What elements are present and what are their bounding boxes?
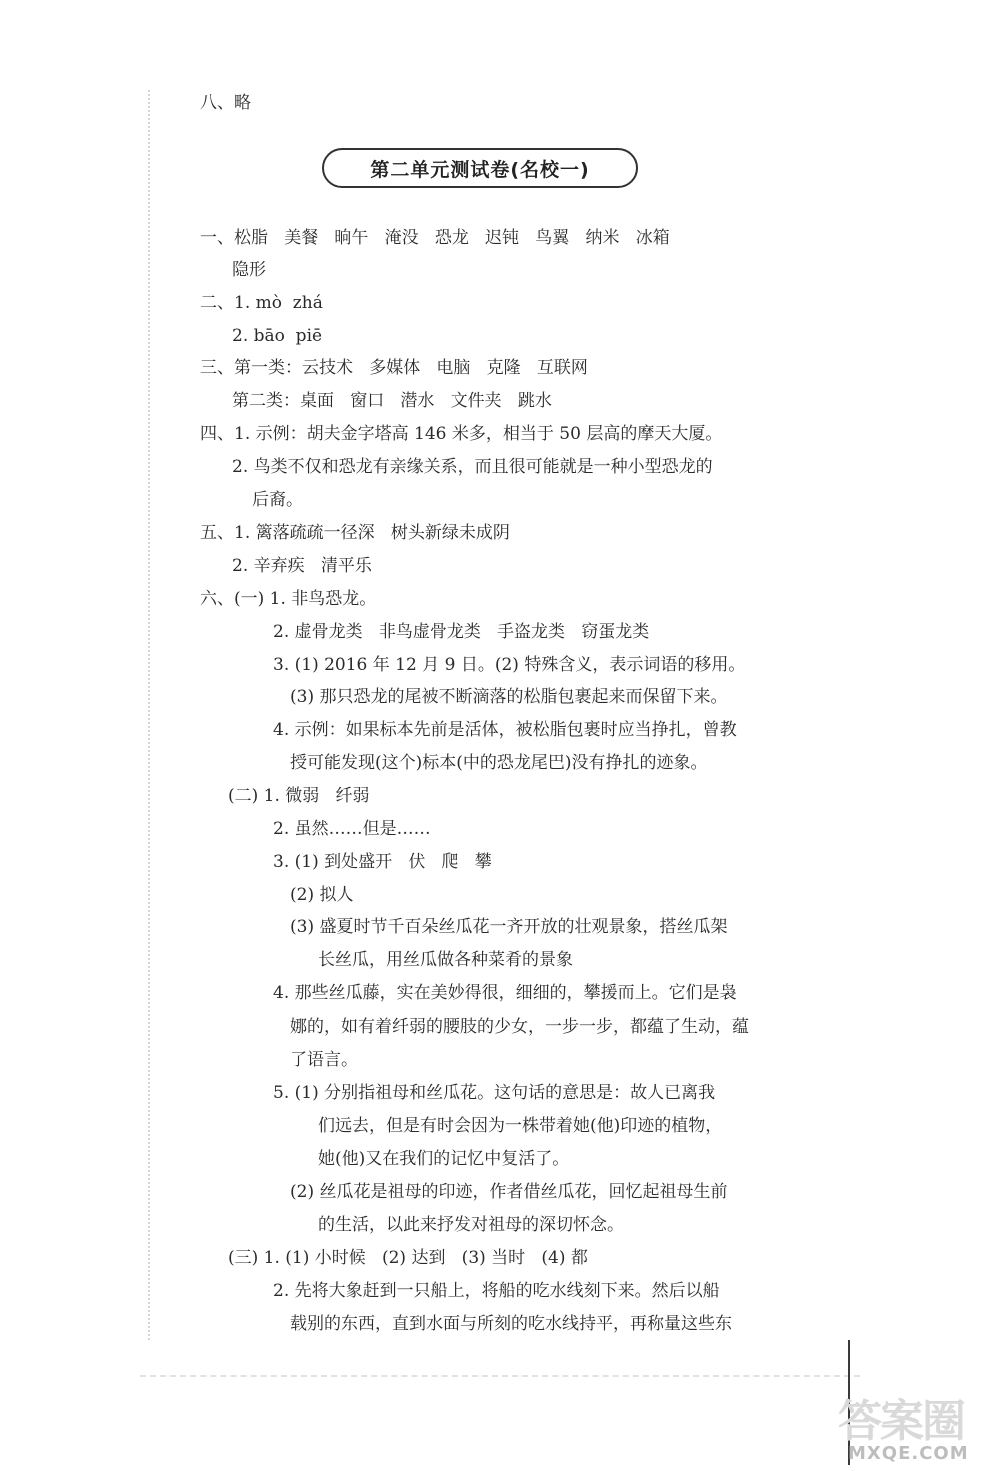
answer-line: (2) 拟人 [290,885,354,905]
answer-line: 2. bāo piē [232,326,323,346]
answer-line: 三、第一类：云技术 多媒体 电脑 克隆 互联网 [200,358,588,378]
answer-line: 3. (1) 2016 年 12 月 9 日。(2) 特殊含义，表示词语的移用。 [273,655,746,675]
watermark-logo-text: 答案圈 [838,1396,964,1447]
bottom-divider [140,1375,860,1377]
answer-line: 授可能发现(这个)标本(中的恐龙尾巴)没有挣扎的迹象。 [290,753,708,773]
answer-line: 4. 那些丝瓜藤，实在美妙得很，细细的，攀援而上。它们是袅 [273,983,737,1003]
answer-line: 四、1. 示例：胡夫金字塔高 146 米多，相当于 50 层高的摩天大厦。 [200,424,723,444]
answer-line: 的生活，以此来抒发对祖母的深切怀念。 [318,1215,624,1235]
answer-line: 了语言。 [290,1050,358,1070]
answer-line: 二、1. mò zhá [200,293,323,313]
answer-line: 娜的，如有着纤弱的腰肢的少女，一步一步，都蕴了生动，蕴 [290,1017,749,1037]
answer-line: 2. 鸟类不仅和恐龙有亲缘关系，而且很可能就是一种小型恐龙的 [232,457,713,477]
answer-line: (三) 1. (1) 小时候 (2) 达到 (3) 当时 (4) 都 [228,1248,588,1268]
answer-line: 5. (1) 分别指祖母和丝瓜花。这句话的意思是：故人已离我 [273,1083,716,1103]
answer-line: (3) 那只恐龙的尾被不断滴落的松脂包裹起来而保留下来。 [290,687,728,707]
answer-line: 2. 虽然……但是…… [273,819,431,839]
answer-line: 3. (1) 到处盛开 伏 爬 攀 [273,852,492,872]
watermark-domain: MXQE.COM [848,1443,969,1464]
section-title-box [322,148,638,188]
answer-line: 第二类：桌面 窗口 潜水 文件夹 跳水 [232,391,552,411]
answer-line: (二) 1. 微弱 纤弱 [228,786,370,806]
answer-line: 4. 示例：如果标本先前是活体，被松脂包裹时应当挣扎，曾教 [273,720,737,740]
section-title: 第二单元测试卷(名校一) [370,158,590,181]
binding-margin [148,90,150,1340]
answer-line: 五、1. 篱落疏疏一径深 树头新绿未成阴 [200,523,510,543]
answer-line: 后裔。 [252,490,303,510]
answer-line: 2. 先将大象赶到一只船上，将船的吃水线刻下来。然后以船 [273,1281,720,1301]
answer-line: 2. 辛弃疾 清平乐 [232,556,372,576]
answer-line: 载别的东西，直到水面与所刻的吃水线持平，再称量这些东 [290,1314,732,1334]
answer-line: 隐形 [232,260,266,280]
answer-line: 2. 虚骨龙类 非鸟虚骨龙类 手盗龙类 窃蛋龙类 [273,622,650,642]
site-watermark [838,1396,988,1465]
answer-line: (2) 丝瓜花是祖母的印迹，作者借丝瓜花，回忆起祖母生前 [290,1182,728,1202]
answer-line: 她(他)又在我们的记忆中复活了。 [318,1149,570,1169]
answer-line: 一、松脂 美餐 晌午 淹没 恐龙 迟钝 鸟翼 纳米 冰箱 [200,228,670,248]
answer-line: (3) 盛夏时节千百朵丝瓜花一齐开放的壮观景象，搭丝瓜架 [290,917,728,937]
answer-line: 六、(一) 1. 非鸟恐龙。 [200,589,377,609]
answer-line: 们远去，但是有时会因为一株带着她(他)印迹的植物， [318,1116,723,1136]
prev-section-end: 八、略 [200,93,251,113]
answer-line: 长丝瓜，用丝瓜做各种菜肴的景象 [318,950,573,970]
